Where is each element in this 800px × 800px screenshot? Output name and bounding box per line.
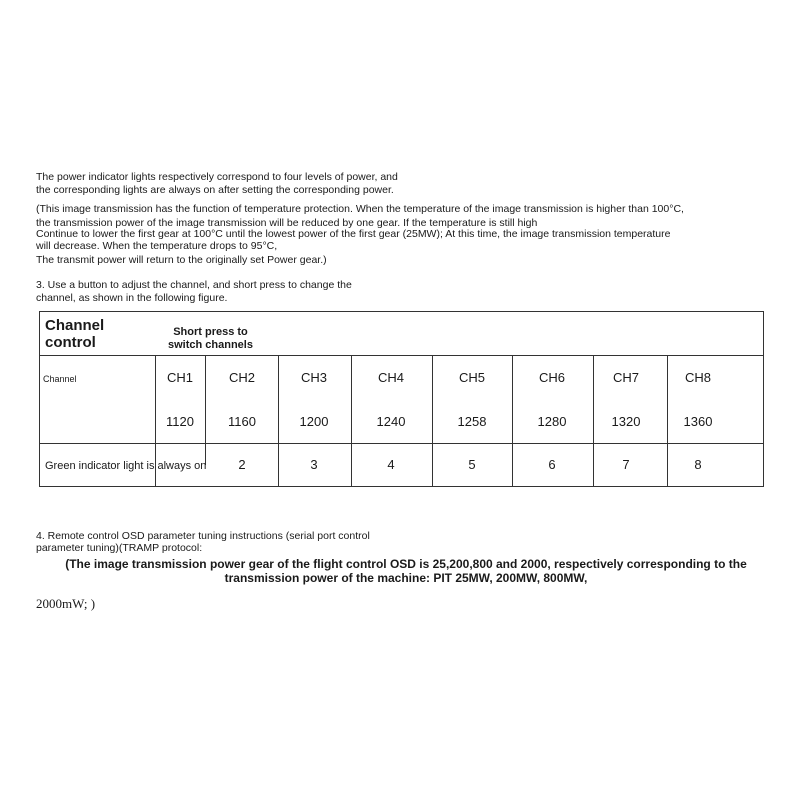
table-subtitle-line-1: Short press to	[173, 326, 248, 338]
table-subtitle	[168, 326, 253, 352]
step-4-line-2: parameter tuning)(TRAMP protocol:	[36, 542, 203, 554]
frequency-cell: 1320	[611, 414, 641, 429]
table-title	[45, 317, 104, 351]
channel-cell: CH6	[538, 370, 565, 385]
channel-cell: CH5	[458, 370, 485, 385]
indicator-cell: 7	[622, 457, 630, 472]
table-subtitle-line-2: switch channels	[168, 339, 253, 351]
tail-text: 2000mW; )	[36, 596, 96, 611]
indicator-cell: 5	[468, 457, 476, 472]
step-3-paragraph	[36, 279, 766, 305]
table-title-line-2: control	[45, 334, 96, 351]
table-title-line-1: Channel	[45, 317, 105, 334]
table-divider	[40, 443, 763, 444]
channel-cell: CH2	[228, 370, 255, 385]
indicator-cell: 3	[310, 457, 318, 472]
frequency-cell: 1120	[166, 414, 194, 429]
frequency-cell: 1258	[457, 414, 487, 429]
protection-line-3: Continue to lower the first gear at 100°C until the lowest power of the first gear (25MW); At this time, the image transmission temperature	[36, 228, 671, 240]
protection-line-2: the transmission power of the image transmission will be reduced by one gear. If the temperature is still high	[36, 216, 538, 229]
osd-line-1: (The image transmission power gear of the flight control OSD is 25,200,800 and 2000, respectively corresponding to the	[65, 557, 747, 571]
indicator-cell: 6	[548, 457, 556, 472]
step-3-line-2: channel, as shown in the following figure.	[36, 292, 228, 304]
indicator-cell: 4	[387, 457, 395, 472]
table-divider	[278, 355, 279, 487]
frequency-cell: 1240	[376, 414, 406, 429]
channel-cell: CH4	[377, 370, 404, 385]
table-divider	[512, 355, 513, 487]
intro-line-1: The power indicator lights respectively correspond to four levels of power, and	[36, 171, 398, 183]
table-divider	[40, 355, 763, 356]
frequency-cell: 1360	[683, 414, 713, 429]
indicator-cell: 8	[694, 457, 702, 472]
protection-paragraph	[36, 204, 766, 267]
channel-row-label: Channel	[43, 374, 77, 384]
channel-cell: CH8	[684, 370, 711, 385]
step-4-line-1: 4. Remote control OSD parameter tuning instructions (serial port control	[36, 530, 370, 542]
green-indicator-label: Green indicator light is always on	[45, 460, 207, 472]
channel-cell: CH7	[612, 370, 639, 385]
protection-line-4: will decrease. When the temperature drops to 95°C,	[36, 239, 278, 252]
table-divider	[351, 355, 352, 487]
step-4-paragraph	[36, 530, 766, 554]
intro-line-2: the corresponding lights are always on after setting the corresponding power.	[36, 184, 394, 196]
intro-paragraph	[36, 171, 766, 197]
table-divider	[432, 355, 433, 487]
osd-line-2: transmission power of the machine: PIT 25MW, 200MW, 800MW,	[224, 571, 588, 585]
channel-table	[39, 311, 764, 487]
channel-cell: CH3	[300, 370, 327, 385]
channel-cell: CH1	[166, 370, 193, 385]
protection-line-1: (This image transmission has the function of temperature protection. When the temperature of the image transmission is higher than 100°C,	[36, 203, 684, 215]
frequency-cell: 1280	[537, 414, 567, 429]
table-divider	[593, 355, 594, 487]
step-3-line-1: 3. Use a button to adjust the channel, and short press to change the	[36, 279, 352, 291]
frequency-cell: 1200	[299, 414, 329, 429]
protection-line-5: The transmit power will return to the originally set Power gear.)	[36, 254, 327, 266]
osd-paragraph	[36, 557, 776, 585]
indicator-cell: 2	[238, 457, 246, 472]
frequency-cell: 1160	[228, 414, 256, 429]
